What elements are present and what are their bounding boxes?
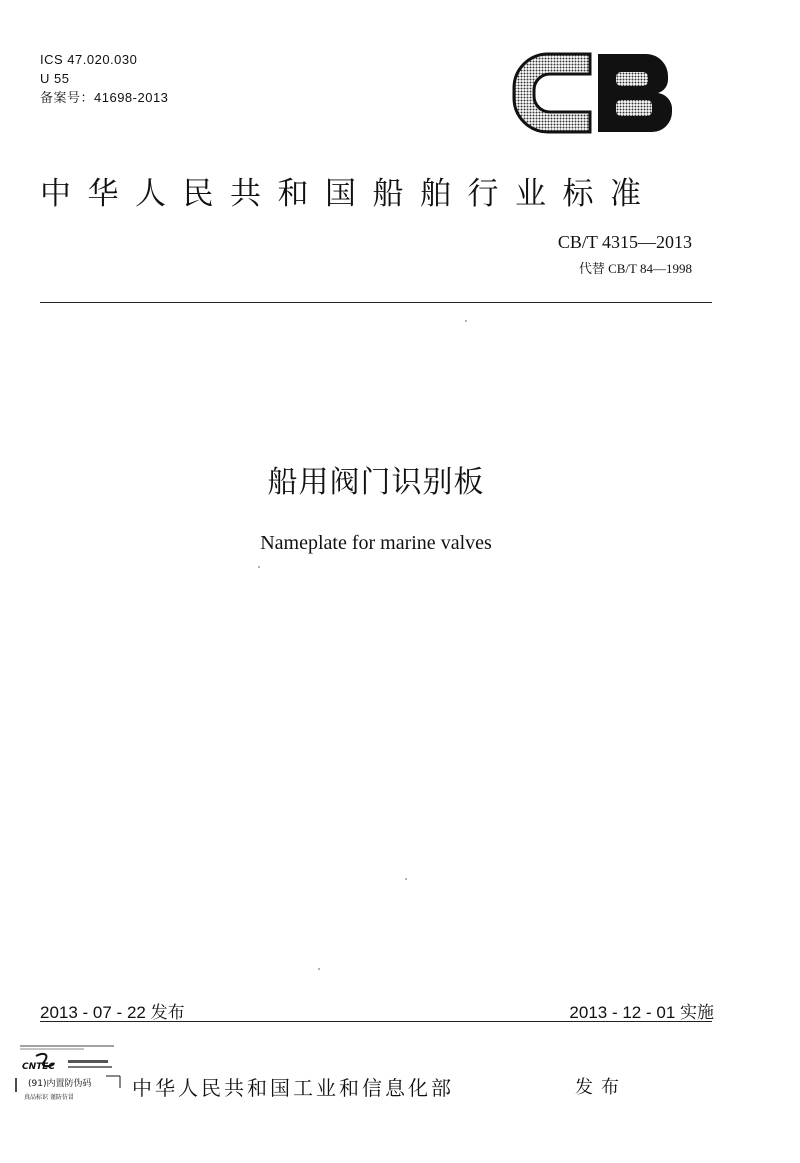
document-title-chinese: 船用阀门识别板	[267, 465, 485, 500]
svg-text:CB: CB	[508, 48, 510, 49]
cb-logo	[508, 48, 678, 138]
effective-date: 2013 - 12 - 01 实施	[569, 1003, 714, 1022]
anti-counterfeit-stamp	[14, 1042, 126, 1106]
ccs-code: U 55	[40, 71, 70, 86]
scan-speck	[318, 968, 320, 970]
publish-label: 发布	[575, 1077, 627, 1098]
industry-standard-title: 中华人民共和国船舶行业标准	[40, 176, 658, 212]
issue-date: 2013 - 07 - 22 发布	[40, 1003, 185, 1022]
scan-speck	[465, 320, 467, 322]
svg-text:CNTEC: CNTEC	[22, 1062, 56, 1072]
record-number: 备案号：41698-2013	[40, 90, 169, 105]
classification-block	[40, 50, 168, 107]
svg-text:真品标识 谨防仿冒: 真品标识 谨防仿冒	[24, 1094, 74, 1101]
publisher-name: 中华人民共和国工业和信息化部	[132, 1076, 454, 1100]
scan-speck	[405, 878, 407, 880]
svg-text:(91)内置防伪码: (91)内置防伪码	[28, 1079, 92, 1089]
scan-speck	[258, 566, 260, 568]
header-divider	[40, 302, 712, 303]
document-title-english: Nameplate for marine valves	[260, 532, 492, 554]
standard-number: CB/T 4315—2013	[557, 232, 692, 252]
ics-code: ICS 47.020.030	[40, 52, 138, 67]
replaces-standard: 代替 CB/T 84—1998	[578, 261, 692, 276]
footer-divider	[40, 1021, 712, 1022]
